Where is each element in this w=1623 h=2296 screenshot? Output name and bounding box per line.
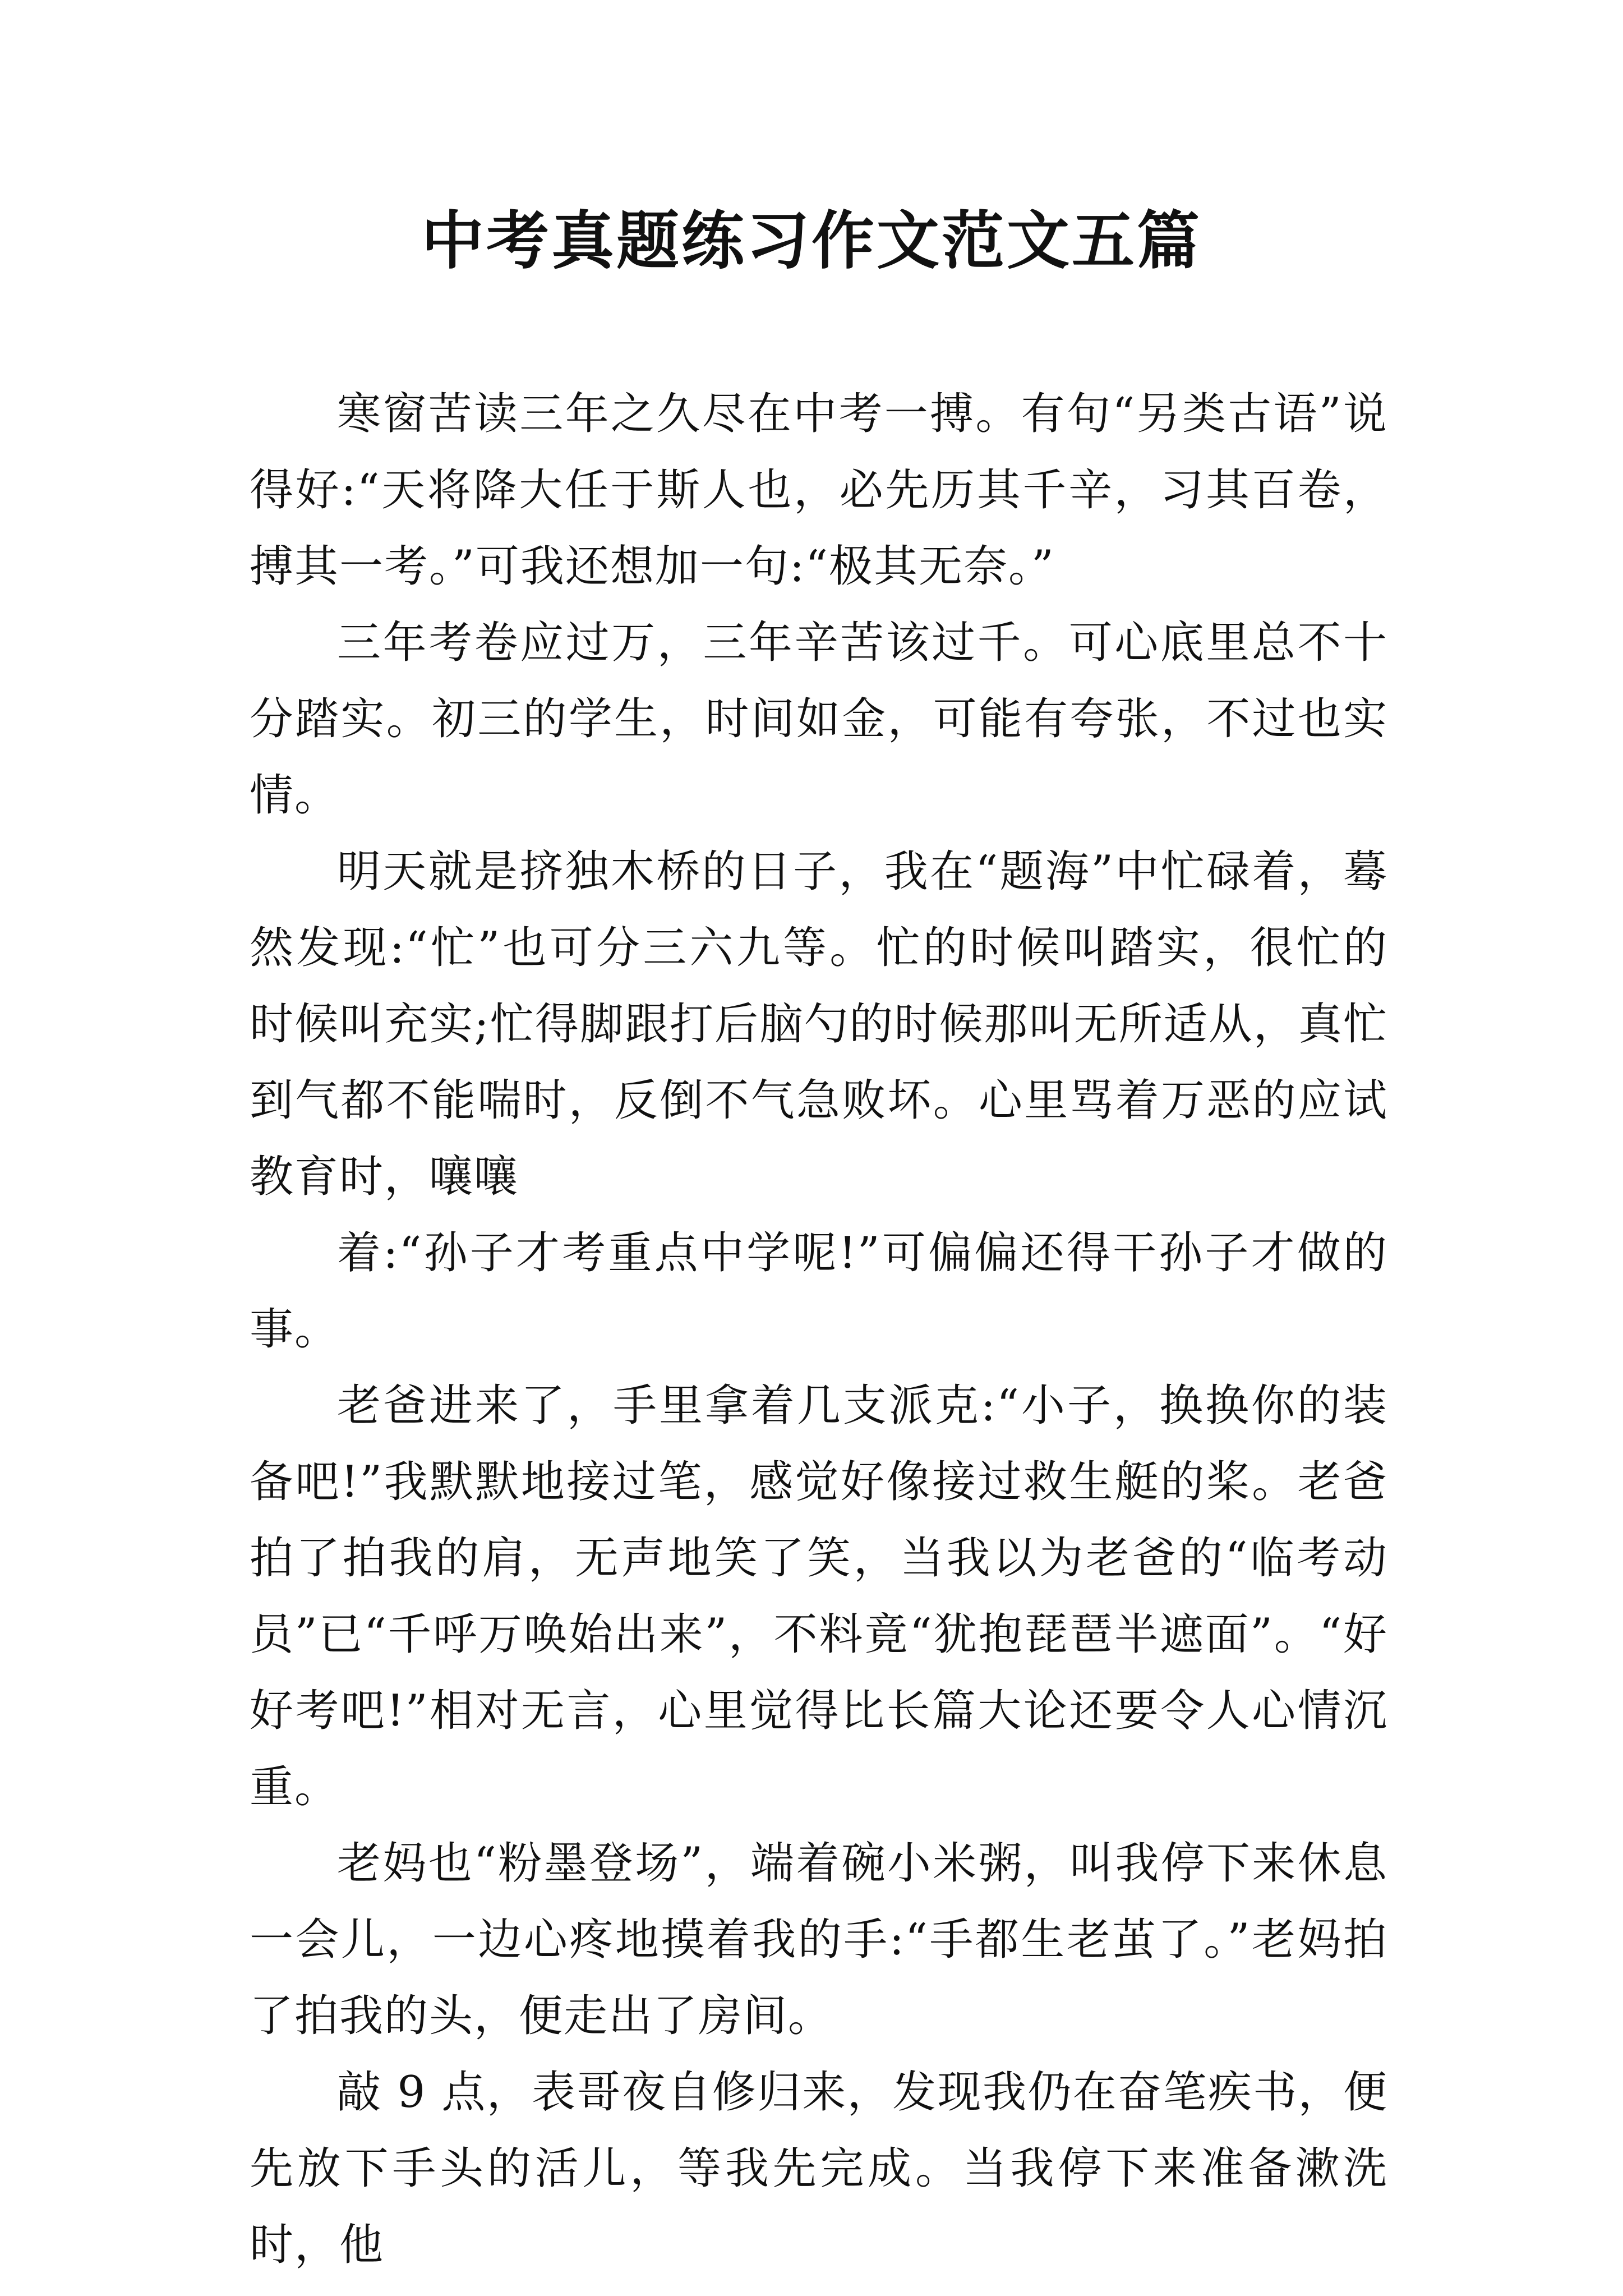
paragraph-7: 敲 9 点，表哥夜自修归来，发现我仍在奋笔疾书，便先放下手头的活儿，等我先完成。当我停下来准备漱洗时，他 xyxy=(250,2067,1388,2270)
paragraph-3: 明天就是挤独木桥的日子，我在“题海”中忙碌着，蓦然发现:“忙”也可分三六九等。忙的时候叫踏实，很忙的时候叫充实;忙得脚跟打后脑勺的时候那叫无所适从，真忙到气都不能喘时，反倒不气急败坏。心里骂着万恶的应试教育时，嚷嚷 xyxy=(250,846,1388,1202)
paragraph-4: 着:“孙子才考重点中学呢!”可偏偏还得干孙子才做的事。 xyxy=(250,1228,1388,1355)
document-body xyxy=(250,376,1388,2283)
paragraph-6: 老妈也“粉墨登场”，端着碗小米粥，叫我停下来休息一会儿，一边心疼地摸着我的手:“手都生老茧了。”老妈拍了拍我的头，便走出了房间。 xyxy=(250,1838,1388,2041)
document-title: 中考真题练习作文范文五篇 xyxy=(421,204,1202,278)
paragraph-2: 三年考卷应过万，三年辛苦该过千。可心底里总不十分踏实。初三的学生，时间如金，可能有夸张，不过也实情。 xyxy=(250,618,1388,821)
paragraph-1: 寒窗苦读三年之久尽在中考一搏。有句“另类古语”说得好:“天将降大任于斯人也，必先历其千辛，习其百卷，搏其一考。”可我还想加一句:“极其无奈。” xyxy=(250,389,1388,592)
paragraph-5: 老爸进来了，手里拿着几支派克:“小子，换换你的装备吧!”我默默地接过笔，感觉好像接过救生艇的桨。老爸拍了拍我的肩，无声地笑了笑，当我以为老爸的“临考动员”已“千呼万唤始出来”，不料竟“犹抱琵琶半遮面”。“好好考吧!”相对无言，心里觉得比长篇大论还要令人心情沉重。 xyxy=(250,1381,1388,1812)
